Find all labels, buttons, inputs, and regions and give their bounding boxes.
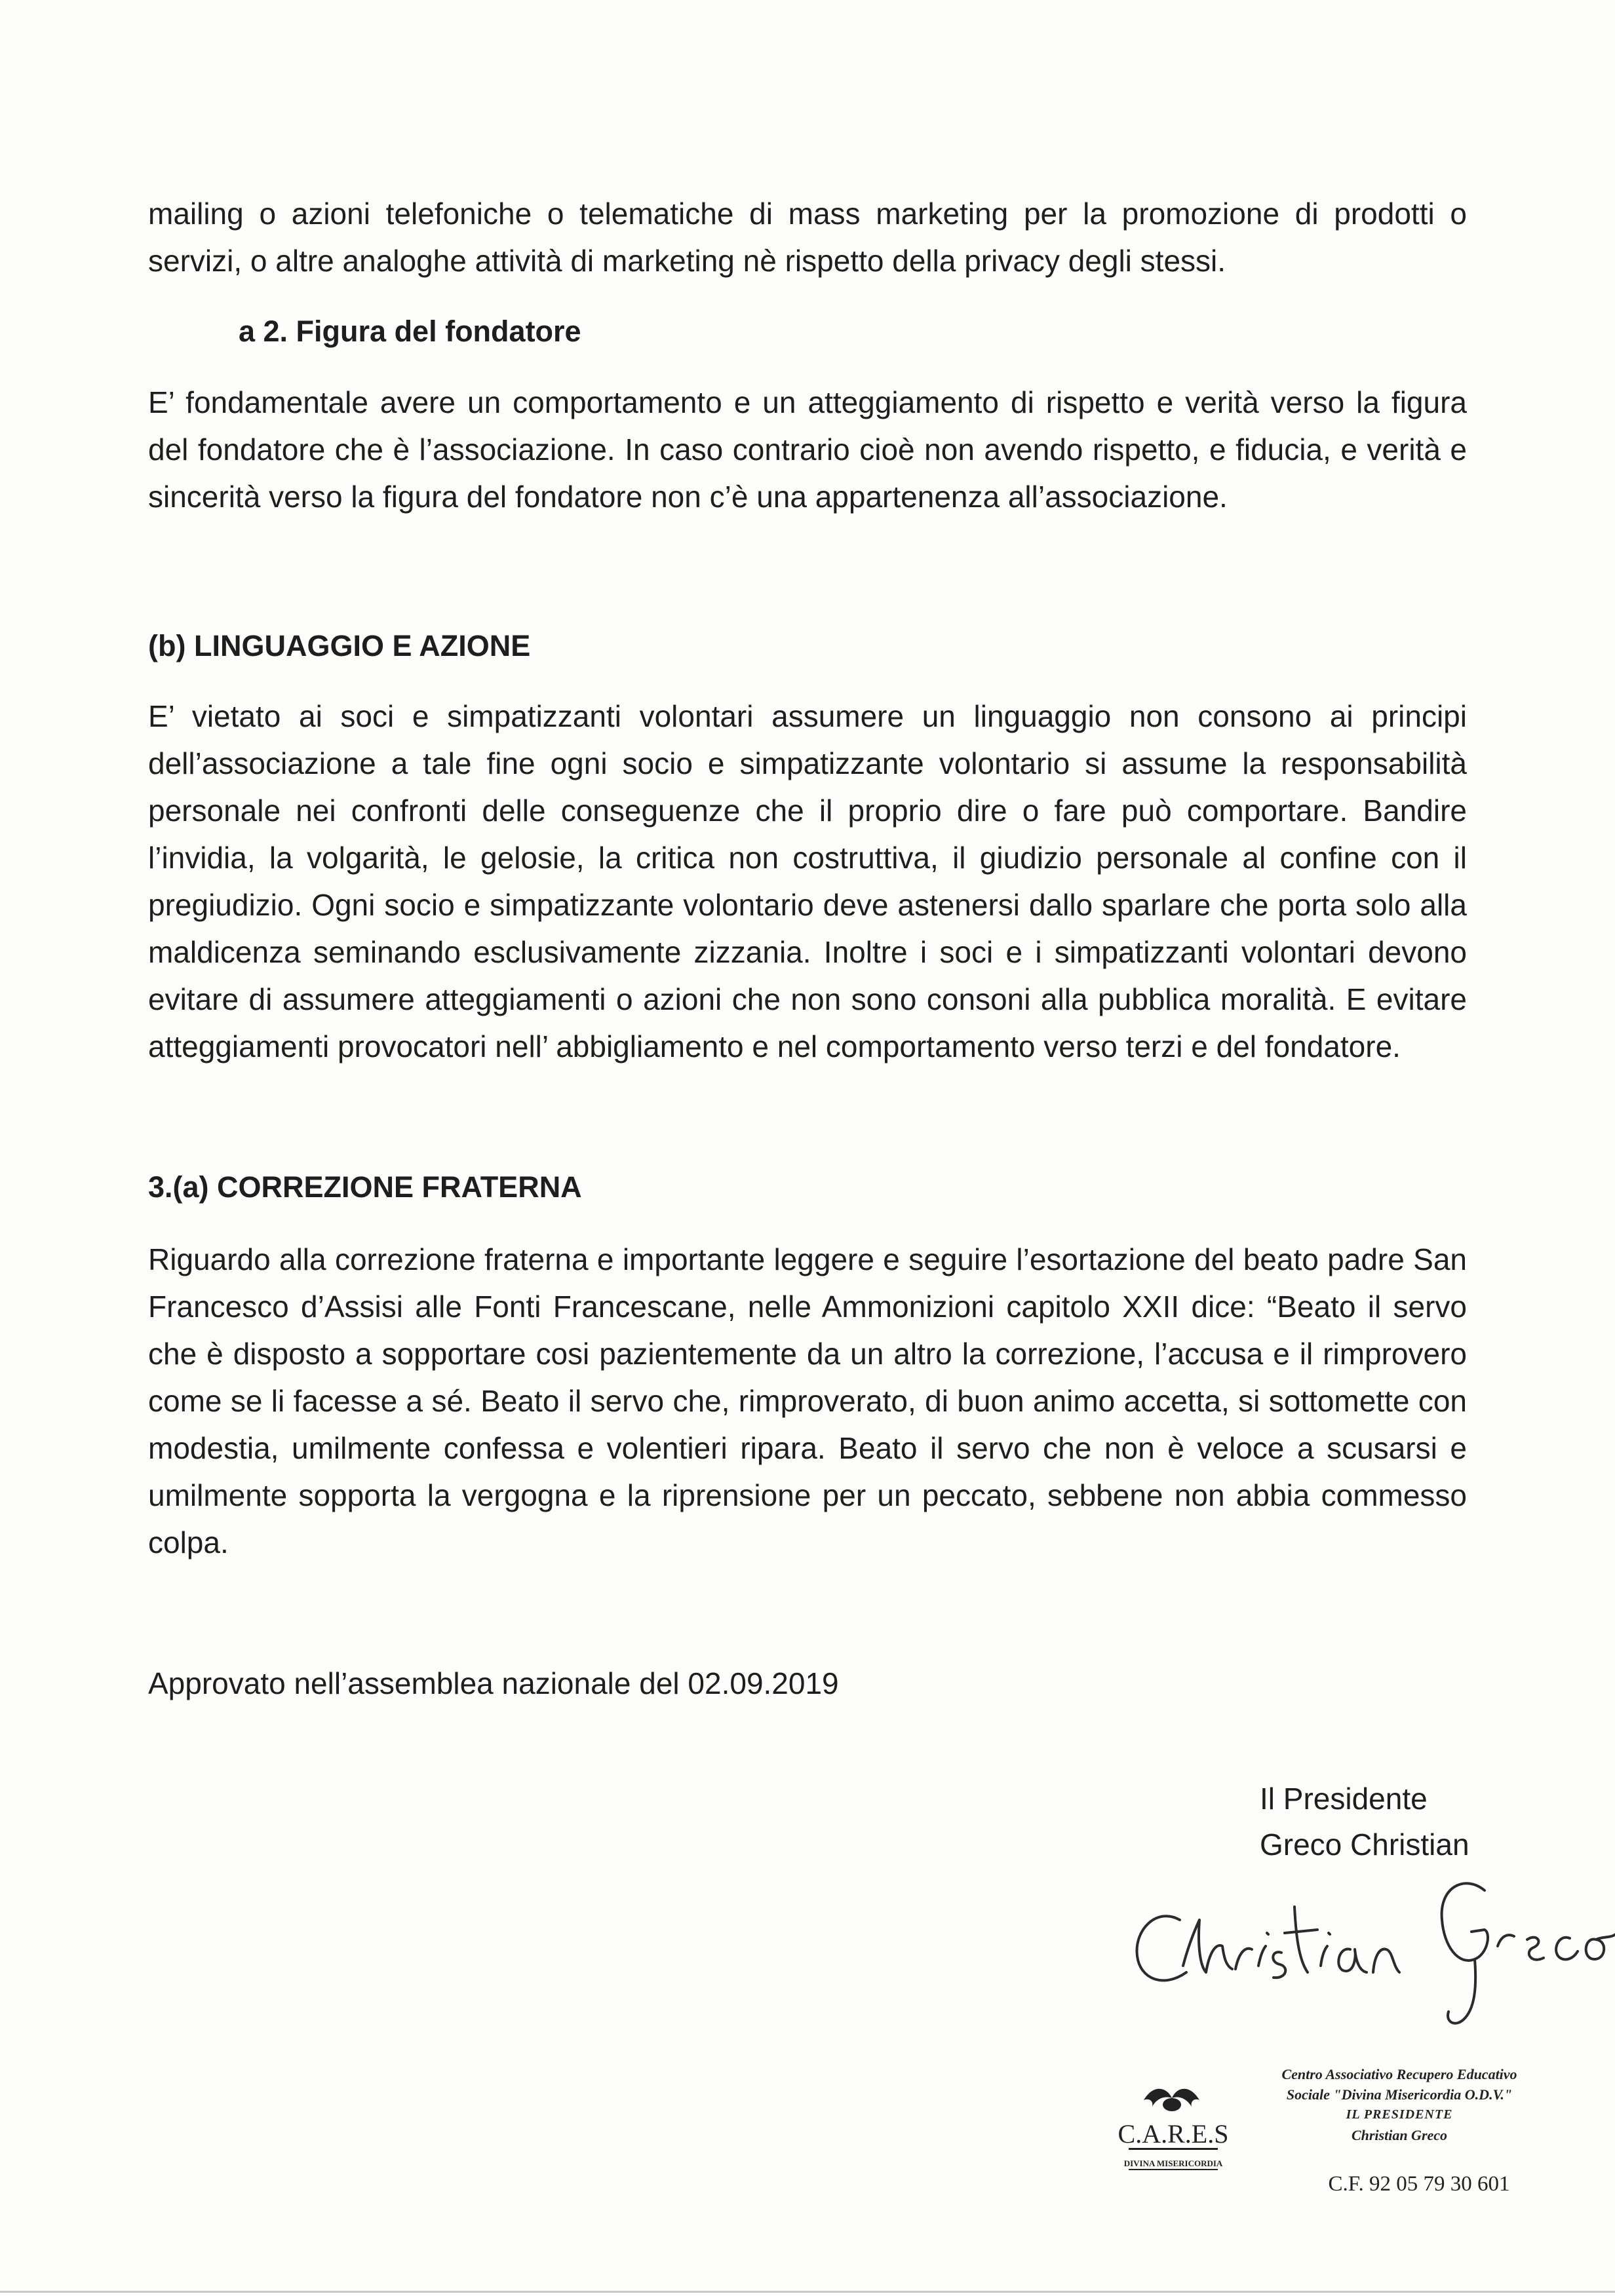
paragraph-a1-continuation: mailing o azioni telefoniche o telematiche di mass marketing per la promozione di prodotti o servizi, o altre analoghe attività di marketing nè rispetto della privacy degli stessi. [148,197,1467,278]
paragraph-b: E’ vietato ai soci e simpatizzanti volontari assumere un linguaggio non consono ai principi dell’associazione a tale fine ogni socio e simpatizzante volontario si assume la responsabilità personale nei confronti delle conseguenze che il proprio dire o fare può comportare. Bandire l’invidia, la volgarità, le gelosie, la critica non costruttiva, il giudizio personale al confine con il pregiudizio. Ogni socio e simpatizzante volontario deve astenersi dallo sparlare che porta solo alla maldicenza seminando esclusivamente zizzania. Inoltre i soci e i simpatizzanti volontari devono evitare di assumere atteggiamenti o azioni che non sono consoni alla pubblica moralità. E evitare atteggiamenti provocatori nell’ abbigliamento e nel comportamento verso terzi e del fondatore. [148,699,1467,1063]
cares-logo [1114,2071,1232,2182]
signatory-role: Il Presidente [1260,1782,1428,1816]
stamp-line-2: Sociale "Divina Misericordia O.D.V." [1286,2086,1513,2103]
stamp-line-4: Christian Greco [1351,2127,1448,2143]
logo-subtext: DIVINA MISERICORDIA [1123,2158,1223,2168]
signature-block [1260,1776,1469,1867]
heading-b: (b) LINGUAGGIO E AZIONE [148,629,531,662]
logo-text: C.A.R.E.S [1118,2119,1229,2149]
stamp-text [1216,2064,1583,2145]
association-stamp [1114,2064,1586,2215]
signatory-name: Greco Christian [1260,1827,1469,1862]
approval-line: Approvato nell’assemblea nazionale del 02.09.2019 [148,1666,839,1700]
scan-edge-line [0,2291,1615,2293]
heading-3a: 3.(a) CORREZIONE FRATERNA [148,1170,582,1204]
paragraph-a2: E’ fondamentale avere un comportamento e un atteggiamento di rispetto e verità verso la figura del fondatore che è l’associazione. In caso contrario cioè non avendo rispetto, e fiducia, e verità e sincerità verso la figura del fondatore non c’è una appartenenza all’associazione. [148,385,1467,514]
handwritten-signature [1118,1867,1615,2031]
stamp-line-3: IL PRESIDENTE [1346,2107,1453,2122]
tax-code: C.F. 92 05 79 30 601 [1328,2172,1510,2196]
heading-a2: a 2. Figura del fondatore [239,315,581,348]
stamp-line-1: Centro Associativo Recupero Educativo [1281,2066,1517,2082]
paragraph-3a: Riguardo alla correzione fraterna e importante leggere e seguire l’esortazione del beato padre San Francesco d’Assisi alle Fonti Francescane, nelle Ammonizioni capitolo XXII dice: “Beato il servo che è disposto a sopportare cosi pazientemente da un altro la correzione, l’accusa e il rimprovero come se li facesse a sé. Beato il servo che, rimproverato, di buon animo accetta, si sottomette con modestia, umilmente confessa e volentieri ripara. Beato il servo che non è veloce a scusarsi e umilmente sopporta la vergogna e la riprensione per un peccato, sebbene non abbia commesso colpa. [148,1242,1467,1559]
